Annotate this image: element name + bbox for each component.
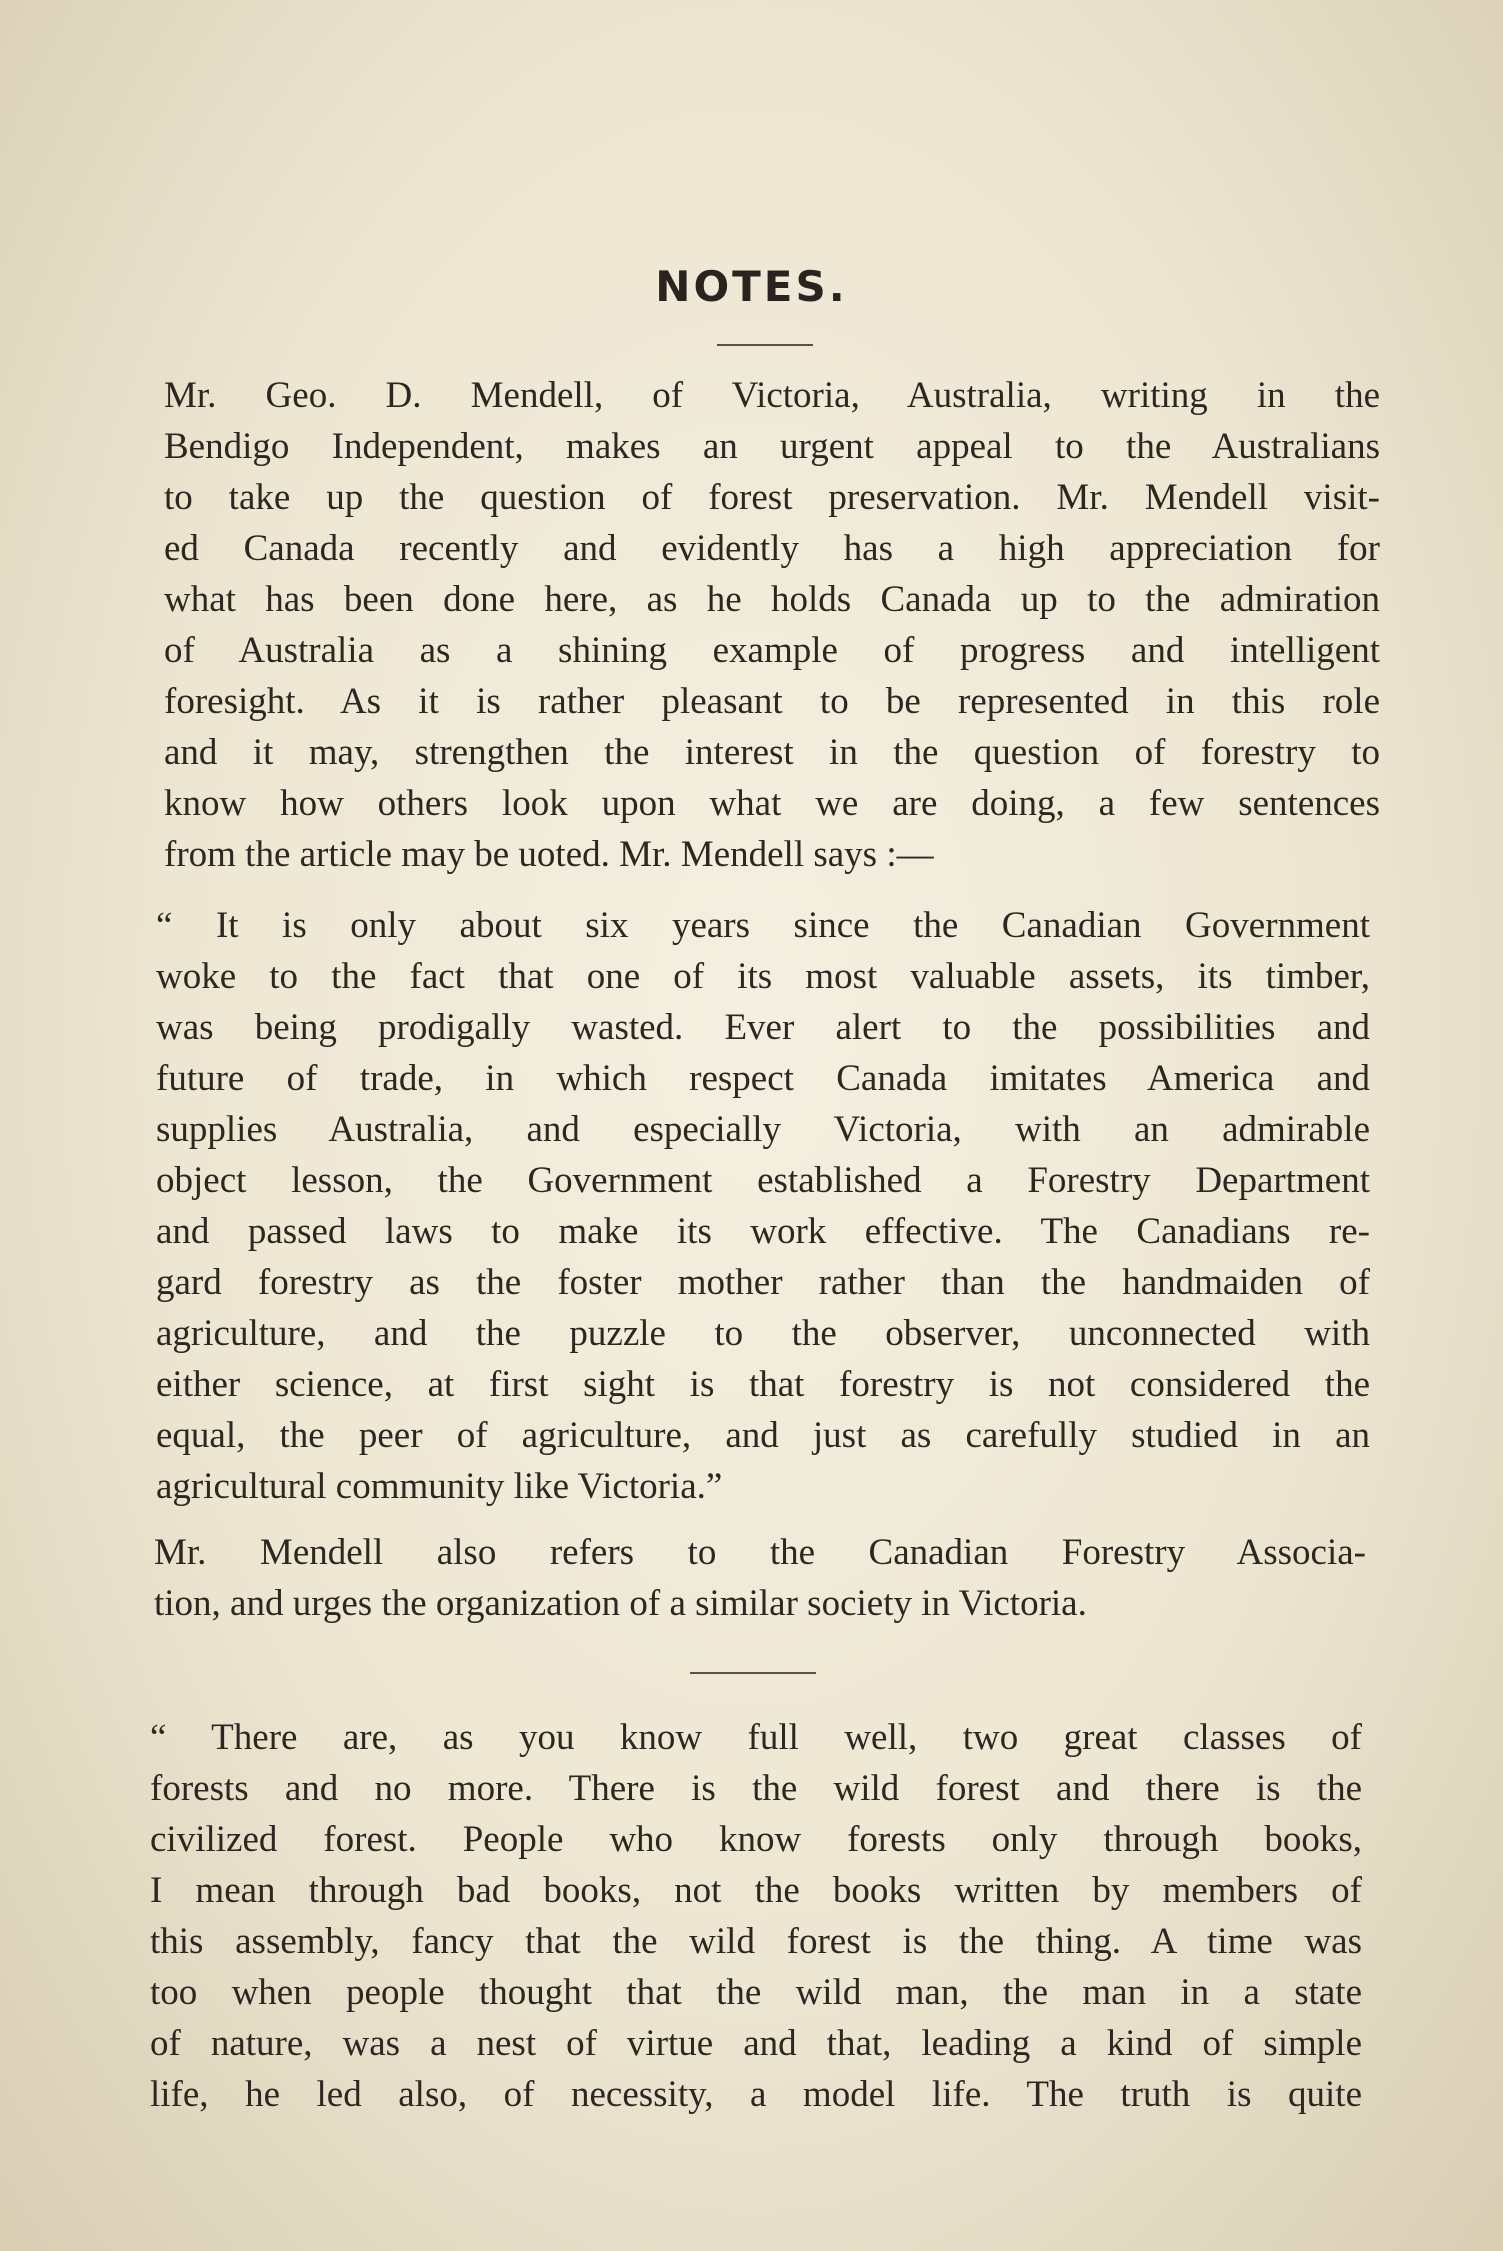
text-line: “ It is only about six years since the Canadian Government [156, 905, 1370, 946]
text-line: and passed laws to make its work effective. The Canadians re- [156, 1211, 1370, 1252]
paragraph-quote-canada [156, 900, 1370, 1512]
text-line: agricultural community like Victoria.” [156, 1466, 723, 1507]
text-line: equal, the peer of agriculture, and just as carefully studied in an [156, 1415, 1370, 1456]
text-line: of Australia as a shining example of progress and intelligent [164, 630, 1380, 671]
text-line: either science, at first sight is that forestry is not considered the [156, 1364, 1370, 1405]
text-line: to take up the question of forest preservation. Mr. Mendell visit- [164, 477, 1380, 518]
text-line: was being prodigally wasted. Ever alert to the possibilities and [156, 1007, 1370, 1048]
text-line: ed Canada recently and evidently has a high appreciation for [164, 528, 1380, 569]
text-line: agriculture, and the puzzle to the observer, unconnected with [156, 1313, 1370, 1354]
text-line: Bendigo Independent, makes an urgent appeal to the Australians [164, 426, 1380, 467]
section-rule [690, 1672, 816, 1674]
page-heading: NOTES. [655, 262, 848, 311]
text-line: supplies Australia, and especially Victoria, with an admirable [156, 1109, 1370, 1150]
text-line: tion, and urges the organization of a similar society in Victoria. [154, 1583, 1087, 1624]
text-line: gard forestry as the foster mother rather than the handmaiden of [156, 1262, 1370, 1303]
text-line: forests and no more. There is the wild forest and there is the [150, 1768, 1362, 1809]
paragraph-quote-forests [150, 1712, 1362, 2120]
text-line: future of trade, in which respect Canada imitates America and [156, 1058, 1370, 1099]
text-line: life, he led also, of necessity, a model life. The truth is quite [150, 2074, 1362, 2115]
text-line: from the article may be uoted. Mr. Mendell says :— [164, 834, 934, 875]
text-line: Mr. Mendell also refers to the Canadian Forestry Associa- [154, 1532, 1366, 1573]
text-line: this assembly, fancy that the wild forest is the thing. A time was [150, 1921, 1362, 1962]
text-line: civilized forest. People who know forests only through books, [150, 1819, 1362, 1860]
heading-rule [717, 344, 813, 346]
text-line: woke to the fact that one of its most valuable assets, its timber, [156, 956, 1370, 997]
text-line: I mean through bad books, not the books written by members of [150, 1870, 1362, 1911]
text-line: of nature, was a nest of virtue and that, leading a kind of simple [150, 2023, 1362, 2064]
paragraph-association [154, 1527, 1366, 1629]
text-line: Mr. Geo. D. Mendell, of Victoria, Australia, writing in the [164, 375, 1380, 416]
text-line: “ There are, as you know full well, two great classes of [150, 1717, 1362, 1758]
text-line: too when people thought that the wild man, the man in a state [150, 1972, 1362, 2013]
text-line: object lesson, the Government established a Forestry Department [156, 1160, 1370, 1201]
text-line: and it may, strengthen the interest in the question of forestry to [164, 732, 1380, 773]
text-line: know how others look upon what we are doing, a few sentences [164, 783, 1380, 824]
text-line: foresight. As it is rather pleasant to be represented in this role [164, 681, 1380, 722]
paragraph-mendell-intro [164, 370, 1380, 880]
text-line: what has been done here, as he holds Canada up to the admiration [164, 579, 1380, 620]
